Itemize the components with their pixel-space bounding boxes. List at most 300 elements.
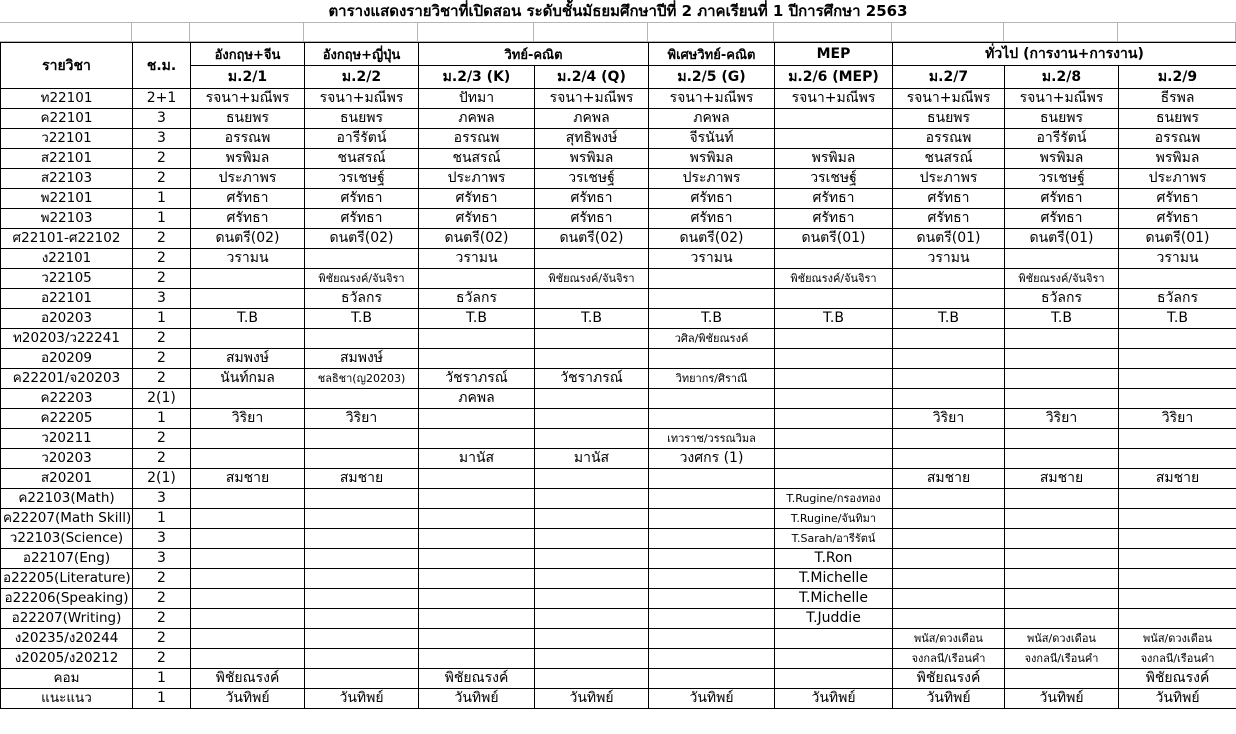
subject-cell[interactable]: ค22201/จ20203 bbox=[1, 369, 133, 389]
teacher-cell[interactable] bbox=[191, 529, 305, 549]
teacher-cell[interactable]: ดนตรี(02) bbox=[535, 229, 649, 249]
subject-cell[interactable]: ง20205/ง20212 bbox=[1, 649, 133, 669]
teacher-cell[interactable] bbox=[191, 649, 305, 669]
hours-cell[interactable]: 1 bbox=[133, 309, 191, 329]
header-group-general[interactable]: ทั่วไป (การงาน+การงาน) bbox=[893, 43, 1236, 66]
teacher-cell[interactable] bbox=[1005, 529, 1119, 549]
teacher-cell[interactable] bbox=[305, 609, 419, 629]
teacher-cell[interactable] bbox=[893, 269, 1005, 289]
teacher-cell[interactable]: วันทิพย์ bbox=[191, 689, 305, 709]
subject-cell[interactable]: ศ22101-ศ22102 bbox=[1, 229, 133, 249]
teacher-cell[interactable] bbox=[191, 329, 305, 349]
teacher-cell[interactable]: วรามน bbox=[1119, 249, 1236, 269]
teacher-cell[interactable] bbox=[649, 589, 775, 609]
teacher-cell[interactable] bbox=[649, 549, 775, 569]
teacher-cell[interactable] bbox=[191, 629, 305, 649]
teacher-cell[interactable]: มานัส bbox=[419, 449, 535, 469]
teacher-cell[interactable]: ธนยพร bbox=[893, 109, 1005, 129]
teacher-cell[interactable] bbox=[419, 489, 535, 509]
teacher-cell[interactable]: พิชัยณรงค์/จันจิรา bbox=[775, 269, 893, 289]
teacher-cell[interactable]: รจนา+มณีพร bbox=[1005, 89, 1119, 109]
teacher-cell[interactable] bbox=[535, 649, 649, 669]
teacher-cell[interactable] bbox=[775, 109, 893, 129]
subject-cell[interactable]: อ22101 bbox=[1, 289, 133, 309]
blank-cell[interactable] bbox=[534, 23, 648, 41]
teacher-cell[interactable] bbox=[419, 349, 535, 369]
teacher-cell[interactable]: วรามน bbox=[419, 249, 535, 269]
teacher-cell[interactable]: ศรัทธา bbox=[1005, 209, 1119, 229]
teacher-cell[interactable]: วิริยา bbox=[893, 409, 1005, 429]
header-group-sci-math[interactable]: วิทย์-คณิต bbox=[419, 43, 649, 66]
teacher-cell[interactable] bbox=[191, 289, 305, 309]
teacher-cell[interactable]: พรพิมล bbox=[1005, 149, 1119, 169]
teacher-cell[interactable]: ประภาพร bbox=[419, 169, 535, 189]
hours-cell[interactable]: 1 bbox=[133, 189, 191, 209]
teacher-cell[interactable]: ธนยพร bbox=[305, 109, 419, 129]
teacher-cell[interactable] bbox=[535, 349, 649, 369]
teacher-cell[interactable] bbox=[775, 389, 893, 409]
teacher-cell[interactable]: ชนสรณ์ bbox=[419, 149, 535, 169]
teacher-cell[interactable]: ชนสรณ์ bbox=[305, 149, 419, 169]
teacher-cell[interactable]: ดนตรี(01) bbox=[1119, 229, 1236, 249]
hours-cell[interactable]: 2 bbox=[133, 609, 191, 629]
blank-cell[interactable] bbox=[132, 23, 190, 41]
teacher-cell[interactable]: สมชาย bbox=[893, 469, 1005, 489]
blank-cell[interactable] bbox=[1118, 23, 1236, 41]
teacher-cell[interactable] bbox=[191, 449, 305, 469]
teacher-cell[interactable] bbox=[649, 269, 775, 289]
teacher-cell[interactable]: ศรัทธา bbox=[893, 189, 1005, 209]
teacher-cell[interactable]: T.B bbox=[1005, 309, 1119, 329]
teacher-cell[interactable] bbox=[1119, 489, 1236, 509]
teacher-cell[interactable] bbox=[893, 489, 1005, 509]
teacher-cell[interactable] bbox=[893, 609, 1005, 629]
teacher-cell[interactable]: T.Ron bbox=[775, 549, 893, 569]
teacher-cell[interactable]: ศรัทธา bbox=[191, 189, 305, 209]
teacher-cell[interactable]: พิชัยณรงค์/จันจิรา bbox=[535, 269, 649, 289]
subject-cell[interactable]: ว20211 bbox=[1, 429, 133, 449]
hours-cell[interactable]: 3 bbox=[133, 549, 191, 569]
header-class[interactable]: ม.2/1 bbox=[191, 66, 305, 89]
teacher-cell[interactable] bbox=[1005, 369, 1119, 389]
teacher-cell[interactable]: T.Rugine/จันทิมา bbox=[775, 509, 893, 529]
teacher-cell[interactable]: ประภาพร bbox=[649, 169, 775, 189]
hours-cell[interactable]: 2 bbox=[133, 569, 191, 589]
teacher-cell[interactable] bbox=[775, 429, 893, 449]
teacher-cell[interactable]: วรเชษฐ์ bbox=[1005, 169, 1119, 189]
teacher-cell[interactable]: ศรัทธา bbox=[305, 209, 419, 229]
teacher-cell[interactable] bbox=[1119, 609, 1236, 629]
teacher-cell[interactable] bbox=[535, 429, 649, 449]
teacher-cell[interactable] bbox=[419, 429, 535, 449]
teacher-cell[interactable]: ชนสรณ์ bbox=[893, 149, 1005, 169]
teacher-cell[interactable]: วงศกร (1) bbox=[649, 449, 775, 469]
teacher-cell[interactable] bbox=[775, 329, 893, 349]
teacher-cell[interactable]: ศรัทธา bbox=[775, 209, 893, 229]
teacher-cell[interactable]: อรรณพ bbox=[191, 129, 305, 149]
header-class[interactable]: ม.2/7 bbox=[893, 66, 1005, 89]
hours-cell[interactable]: 1 bbox=[133, 689, 191, 709]
teacher-cell[interactable] bbox=[419, 409, 535, 429]
teacher-cell[interactable]: รจนา+มณีพร bbox=[649, 89, 775, 109]
hours-cell[interactable]: 2+1 bbox=[133, 89, 191, 109]
teacher-cell[interactable]: วิทยากร/ศิราณี bbox=[649, 369, 775, 389]
teacher-cell[interactable] bbox=[893, 509, 1005, 529]
teacher-cell[interactable] bbox=[419, 469, 535, 489]
teacher-cell[interactable]: นันท์กมล bbox=[191, 369, 305, 389]
hours-cell[interactable]: 1 bbox=[133, 509, 191, 529]
teacher-cell[interactable]: พรพิมล bbox=[191, 149, 305, 169]
hours-cell[interactable]: 1 bbox=[133, 669, 191, 689]
teacher-cell[interactable]: ภคพล bbox=[649, 109, 775, 129]
teacher-cell[interactable]: พรพิมล bbox=[775, 149, 893, 169]
teacher-cell[interactable] bbox=[535, 529, 649, 549]
teacher-cell[interactable]: ศรัทธา bbox=[649, 209, 775, 229]
teacher-cell[interactable]: วันทิพย์ bbox=[649, 689, 775, 709]
subject-cell[interactable]: ส20201 bbox=[1, 469, 133, 489]
teacher-cell[interactable] bbox=[535, 409, 649, 429]
teacher-cell[interactable] bbox=[305, 329, 419, 349]
subject-cell[interactable]: ว22101 bbox=[1, 129, 133, 149]
teacher-cell[interactable] bbox=[419, 589, 535, 609]
teacher-cell[interactable]: T.B bbox=[649, 309, 775, 329]
teacher-cell[interactable] bbox=[1005, 549, 1119, 569]
hours-cell[interactable]: 2 bbox=[133, 329, 191, 349]
teacher-cell[interactable] bbox=[419, 569, 535, 589]
teacher-cell[interactable] bbox=[893, 529, 1005, 549]
teacher-cell[interactable]: ภคพล bbox=[535, 109, 649, 129]
hours-cell[interactable]: 3 bbox=[133, 489, 191, 509]
header-group-special-sci-math[interactable]: พิเศษวิทย์-คณิต bbox=[649, 43, 775, 66]
teacher-cell[interactable]: สมชาย bbox=[1119, 469, 1236, 489]
teacher-cell[interactable]: พิชัยณรงค์ bbox=[893, 669, 1005, 689]
teacher-cell[interactable] bbox=[191, 389, 305, 409]
teacher-cell[interactable]: เทวราช/วรรณวิมล bbox=[649, 429, 775, 449]
subject-cell[interactable]: อ22205(Literature) bbox=[1, 569, 133, 589]
teacher-cell[interactable] bbox=[775, 649, 893, 669]
teacher-cell[interactable] bbox=[649, 609, 775, 629]
teacher-cell[interactable] bbox=[893, 569, 1005, 589]
teacher-cell[interactable]: มานัส bbox=[535, 449, 649, 469]
teacher-cell[interactable] bbox=[535, 549, 649, 569]
teacher-cell[interactable]: จงกลนี/เรือนคำ bbox=[1005, 649, 1119, 669]
teacher-cell[interactable]: ดนตรี(01) bbox=[775, 229, 893, 249]
teacher-cell[interactable] bbox=[775, 249, 893, 269]
blank-cell[interactable] bbox=[418, 23, 534, 41]
header-class[interactable]: ม.2/2 bbox=[305, 66, 419, 89]
teacher-cell[interactable] bbox=[419, 509, 535, 529]
teacher-cell[interactable] bbox=[535, 289, 649, 309]
blank-cell[interactable] bbox=[304, 23, 418, 41]
header-class[interactable]: ม.2/3 (K) bbox=[419, 66, 535, 89]
teacher-cell[interactable] bbox=[1005, 509, 1119, 529]
teacher-cell[interactable]: อารีรัตน์ bbox=[1005, 129, 1119, 149]
teacher-cell[interactable]: T.B bbox=[535, 309, 649, 329]
teacher-cell[interactable] bbox=[305, 589, 419, 609]
teacher-cell[interactable] bbox=[775, 289, 893, 309]
teacher-cell[interactable] bbox=[1005, 329, 1119, 349]
teacher-cell[interactable]: สมชาย bbox=[1005, 469, 1119, 489]
teacher-cell[interactable]: พนัส/ดวงเดือน bbox=[893, 629, 1005, 649]
teacher-cell[interactable] bbox=[1119, 589, 1236, 609]
subject-cell[interactable]: ว22103(Science) bbox=[1, 529, 133, 549]
teacher-cell[interactable] bbox=[535, 389, 649, 409]
hours-cell[interactable]: 2 bbox=[133, 429, 191, 449]
teacher-cell[interactable]: ศรัทธา bbox=[1005, 189, 1119, 209]
teacher-cell[interactable] bbox=[1005, 249, 1119, 269]
teacher-cell[interactable] bbox=[535, 249, 649, 269]
teacher-cell[interactable]: วิริยา bbox=[191, 409, 305, 429]
header-class[interactable]: ม.2/6 (MEP) bbox=[775, 66, 893, 89]
teacher-cell[interactable] bbox=[1005, 489, 1119, 509]
teacher-cell[interactable]: วันทิพย์ bbox=[893, 689, 1005, 709]
subject-cell[interactable]: แนะแนว bbox=[1, 689, 133, 709]
subject-cell[interactable]: ค22203 bbox=[1, 389, 133, 409]
blank-cell[interactable] bbox=[648, 23, 774, 41]
teacher-cell[interactable] bbox=[419, 529, 535, 549]
blank-cell[interactable] bbox=[1004, 23, 1118, 41]
teacher-cell[interactable]: ศรัทธา bbox=[419, 209, 535, 229]
teacher-cell[interactable] bbox=[419, 649, 535, 669]
teacher-cell[interactable] bbox=[1119, 569, 1236, 589]
teacher-cell[interactable]: T.B bbox=[305, 309, 419, 329]
teacher-cell[interactable]: สุทธิพงษ์ bbox=[535, 129, 649, 149]
teacher-cell[interactable]: T.Juddie bbox=[775, 609, 893, 629]
teacher-cell[interactable]: ศรัทธา bbox=[775, 189, 893, 209]
teacher-cell[interactable] bbox=[535, 589, 649, 609]
teacher-cell[interactable]: สมพงษ์ bbox=[305, 349, 419, 369]
header-group-mep[interactable]: MEP bbox=[775, 43, 893, 66]
teacher-cell[interactable]: วันทิพย์ bbox=[419, 689, 535, 709]
subject-cell[interactable]: อ20203 bbox=[1, 309, 133, 329]
teacher-cell[interactable] bbox=[535, 509, 649, 529]
teacher-cell[interactable]: อารีรัตน์ bbox=[305, 129, 419, 149]
teacher-cell[interactable] bbox=[1005, 389, 1119, 409]
teacher-cell[interactable]: วรามน bbox=[649, 249, 775, 269]
teacher-cell[interactable]: ดนตรี(02) bbox=[649, 229, 775, 249]
subject-cell[interactable]: ค22103(Math) bbox=[1, 489, 133, 509]
teacher-cell[interactable]: วรเชษฐ์ bbox=[775, 169, 893, 189]
teacher-cell[interactable]: ธวัลกร bbox=[305, 289, 419, 309]
teacher-cell[interactable]: ดนตรี(02) bbox=[419, 229, 535, 249]
header-class[interactable]: ม.2/8 bbox=[1005, 66, 1119, 89]
teacher-cell[interactable] bbox=[535, 469, 649, 489]
teacher-cell[interactable]: วรเชษฐ์ bbox=[305, 169, 419, 189]
teacher-cell[interactable]: วิริยา bbox=[305, 409, 419, 429]
subject-cell[interactable]: ว22105 bbox=[1, 269, 133, 289]
teacher-cell[interactable] bbox=[1005, 669, 1119, 689]
teacher-cell[interactable] bbox=[649, 489, 775, 509]
teacher-cell[interactable]: ดนตรี(01) bbox=[1005, 229, 1119, 249]
teacher-cell[interactable] bbox=[1005, 429, 1119, 449]
teacher-cell[interactable] bbox=[649, 509, 775, 529]
header-class[interactable]: ม.2/9 bbox=[1119, 66, 1236, 89]
hours-cell[interactable]: 2 bbox=[133, 229, 191, 249]
teacher-cell[interactable]: ศรัทธา bbox=[191, 209, 305, 229]
subject-cell[interactable]: คอม bbox=[1, 669, 133, 689]
teacher-cell[interactable]: พิชัยณรงค์ bbox=[1119, 669, 1236, 689]
teacher-cell[interactable] bbox=[305, 629, 419, 649]
teacher-cell[interactable]: รจนา+มณีพร bbox=[191, 89, 305, 109]
subject-cell[interactable]: พ22101 bbox=[1, 189, 133, 209]
teacher-cell[interactable]: ศรัทธา bbox=[1119, 209, 1236, 229]
teacher-cell[interactable] bbox=[419, 329, 535, 349]
hours-cell[interactable]: 2 bbox=[133, 169, 191, 189]
teacher-cell[interactable] bbox=[191, 569, 305, 589]
teacher-cell[interactable] bbox=[535, 569, 649, 589]
teacher-cell[interactable]: ธีรพล bbox=[1119, 89, 1236, 109]
hours-cell[interactable]: 2 bbox=[133, 589, 191, 609]
teacher-cell[interactable] bbox=[775, 369, 893, 389]
teacher-cell[interactable]: ธนยพร bbox=[191, 109, 305, 129]
teacher-cell[interactable] bbox=[649, 629, 775, 649]
teacher-cell[interactable] bbox=[893, 329, 1005, 349]
teacher-cell[interactable]: ศรัทธา bbox=[1119, 189, 1236, 209]
subject-cell[interactable]: ค22205 bbox=[1, 409, 133, 429]
teacher-cell[interactable] bbox=[649, 349, 775, 369]
teacher-cell[interactable] bbox=[649, 289, 775, 309]
teacher-cell[interactable]: วิริยา bbox=[1005, 409, 1119, 429]
teacher-cell[interactable] bbox=[893, 549, 1005, 569]
teacher-cell[interactable] bbox=[419, 269, 535, 289]
teacher-cell[interactable]: พิชัยณรงค์ bbox=[419, 669, 535, 689]
teacher-cell[interactable] bbox=[775, 349, 893, 369]
subject-cell[interactable]: ส22103 bbox=[1, 169, 133, 189]
teacher-cell[interactable] bbox=[1005, 449, 1119, 469]
teacher-cell[interactable] bbox=[649, 389, 775, 409]
teacher-cell[interactable] bbox=[893, 369, 1005, 389]
teacher-cell[interactable]: จงกลนี/เรือนคำ bbox=[1119, 649, 1236, 669]
hours-cell[interactable]: 3 bbox=[133, 529, 191, 549]
teacher-cell[interactable]: ประภาพร bbox=[191, 169, 305, 189]
teacher-cell[interactable] bbox=[1119, 509, 1236, 529]
teacher-cell[interactable] bbox=[775, 409, 893, 429]
subject-cell[interactable]: ง22101 bbox=[1, 249, 133, 269]
header-subject[interactable]: รายวิชา bbox=[1, 43, 133, 89]
teacher-cell[interactable] bbox=[1005, 589, 1119, 609]
subject-cell[interactable]: ส22101 bbox=[1, 149, 133, 169]
teacher-cell[interactable]: วรามน bbox=[191, 249, 305, 269]
teacher-cell[interactable] bbox=[1119, 329, 1236, 349]
teacher-cell[interactable] bbox=[649, 409, 775, 429]
teacher-cell[interactable] bbox=[191, 589, 305, 609]
teacher-cell[interactable]: สมชาย bbox=[305, 469, 419, 489]
subject-cell[interactable]: อ22107(Eng) bbox=[1, 549, 133, 569]
subject-cell[interactable]: ว20203 bbox=[1, 449, 133, 469]
teacher-cell[interactable]: วันทิพย์ bbox=[305, 689, 419, 709]
subject-cell[interactable]: ค22207(Math Skill) bbox=[1, 509, 133, 529]
teacher-cell[interactable]: วันทิพย์ bbox=[535, 689, 649, 709]
teacher-cell[interactable] bbox=[649, 669, 775, 689]
header-class[interactable]: ม.2/4 (Q) bbox=[535, 66, 649, 89]
hours-cell[interactable]: 3 bbox=[133, 289, 191, 309]
teacher-cell[interactable] bbox=[775, 669, 893, 689]
teacher-cell[interactable]: พรพิมล bbox=[535, 149, 649, 169]
teacher-cell[interactable] bbox=[893, 349, 1005, 369]
teacher-cell[interactable] bbox=[1119, 529, 1236, 549]
teacher-cell[interactable]: ศรัทธา bbox=[305, 189, 419, 209]
teacher-cell[interactable]: รจนา+มณีพร bbox=[893, 89, 1005, 109]
hours-cell[interactable]: 2 bbox=[133, 649, 191, 669]
teacher-cell[interactable]: อรรณพ bbox=[1119, 129, 1236, 149]
teacher-cell[interactable]: ประภาพร bbox=[893, 169, 1005, 189]
teacher-cell[interactable]: T.B bbox=[1119, 309, 1236, 329]
teacher-cell[interactable]: วันทิพย์ bbox=[1119, 689, 1236, 709]
teacher-cell[interactable] bbox=[1005, 609, 1119, 629]
teacher-cell[interactable]: ธนยพร bbox=[1005, 109, 1119, 129]
hours-cell[interactable]: 3 bbox=[133, 129, 191, 149]
teacher-cell[interactable] bbox=[775, 129, 893, 149]
subject-cell[interactable]: ค22101 bbox=[1, 109, 133, 129]
teacher-cell[interactable]: ธวัลกร bbox=[1005, 289, 1119, 309]
teacher-cell[interactable] bbox=[191, 489, 305, 509]
teacher-cell[interactable]: วัชราภรณ์ bbox=[535, 369, 649, 389]
subject-cell[interactable]: อ20209 bbox=[1, 349, 133, 369]
teacher-cell[interactable] bbox=[535, 629, 649, 649]
teacher-cell[interactable]: ศรัทธา bbox=[535, 189, 649, 209]
teacher-cell[interactable]: ประภาพร bbox=[1119, 169, 1236, 189]
teacher-cell[interactable]: ศรัทธา bbox=[535, 209, 649, 229]
teacher-cell[interactable] bbox=[305, 569, 419, 589]
teacher-cell[interactable]: ธวัลกร bbox=[419, 289, 535, 309]
teacher-cell[interactable]: ศรัทธา bbox=[419, 189, 535, 209]
teacher-cell[interactable] bbox=[535, 669, 649, 689]
teacher-cell[interactable]: วันทิพย์ bbox=[1005, 689, 1119, 709]
teacher-cell[interactable] bbox=[893, 449, 1005, 469]
hours-cell[interactable]: 1 bbox=[133, 409, 191, 429]
teacher-cell[interactable] bbox=[1119, 449, 1236, 469]
teacher-cell[interactable] bbox=[191, 609, 305, 629]
teacher-cell[interactable] bbox=[191, 549, 305, 569]
teacher-cell[interactable]: วรเชษฐ์ bbox=[535, 169, 649, 189]
hours-cell[interactable]: 1 bbox=[133, 209, 191, 229]
teacher-cell[interactable] bbox=[305, 449, 419, 469]
teacher-cell[interactable] bbox=[1119, 369, 1236, 389]
teacher-cell[interactable]: พนัส/ดวงเดือน bbox=[1119, 629, 1236, 649]
teacher-cell[interactable] bbox=[419, 629, 535, 649]
teacher-cell[interactable]: T.B bbox=[419, 309, 535, 329]
teacher-cell[interactable]: รจนา+มณีพร bbox=[305, 89, 419, 109]
teacher-cell[interactable]: รจนา+มณีพร bbox=[535, 89, 649, 109]
header-group-eng-japanese[interactable]: อังกฤษ+ญี่ปุ่น bbox=[305, 43, 419, 66]
teacher-cell[interactable]: พรพิมล bbox=[649, 149, 775, 169]
teacher-cell[interactable]: สมชาย bbox=[191, 469, 305, 489]
teacher-cell[interactable]: วศิล/พิชัยณรงค์ bbox=[649, 329, 775, 349]
teacher-cell[interactable]: ศรัทธา bbox=[893, 209, 1005, 229]
teacher-cell[interactable] bbox=[893, 589, 1005, 609]
teacher-cell[interactable]: ดนตรี(01) bbox=[893, 229, 1005, 249]
subject-cell[interactable]: พ22103 bbox=[1, 209, 133, 229]
teacher-cell[interactable]: รจนา+มณีพร bbox=[775, 89, 893, 109]
teacher-cell[interactable]: ธวัลกร bbox=[1119, 289, 1236, 309]
teacher-cell[interactable]: พรพิมล bbox=[1119, 149, 1236, 169]
teacher-cell[interactable] bbox=[305, 249, 419, 269]
teacher-cell[interactable]: T.Rugine/กรองทอง bbox=[775, 489, 893, 509]
teacher-cell[interactable]: อรรณพ bbox=[419, 129, 535, 149]
teacher-cell[interactable] bbox=[305, 429, 419, 449]
hours-cell[interactable]: 2 bbox=[133, 349, 191, 369]
teacher-cell[interactable] bbox=[191, 429, 305, 449]
teacher-cell[interactable] bbox=[893, 389, 1005, 409]
subject-cell[interactable]: ง20235/ง20244 bbox=[1, 629, 133, 649]
hours-cell[interactable]: 3 bbox=[133, 109, 191, 129]
teacher-cell[interactable] bbox=[1119, 549, 1236, 569]
teacher-cell[interactable]: พิชัยณรงค์/จันจิรา bbox=[305, 269, 419, 289]
teacher-cell[interactable] bbox=[649, 529, 775, 549]
teacher-cell[interactable] bbox=[191, 269, 305, 289]
teacher-cell[interactable]: T.Michelle bbox=[775, 569, 893, 589]
teacher-cell[interactable]: อรรณพ bbox=[893, 129, 1005, 149]
